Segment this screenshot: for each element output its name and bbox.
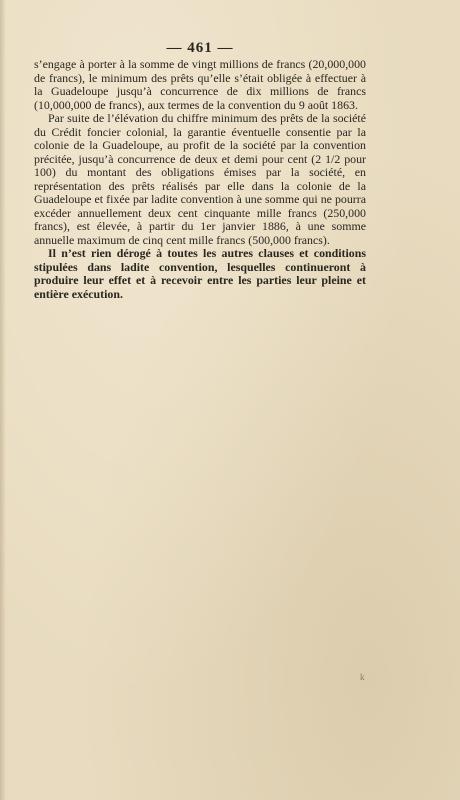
page-number: — 461 — xyxy=(166,40,234,56)
page-fold-shadow xyxy=(0,0,6,800)
paragraph-clauses: Il n’est rien dérogé à toutes les autres clauses et conditions stipulées dans ladite convention, lesquelles continueront à produire leur effet et à recevoir entre les parties leur pleine et entière exécution. xyxy=(34,246,366,301)
paragraph-garantie: Par suite de l’élévation du chiffre minimum des prêts de la société du Crédit foncier colonial, la garantie éventuelle consentie par la colonie de la Guadeloupe, au profit de la société par la convention précitée, jusqu’à concurrence de deux et demi pour cent (2 1/2 pour 100) du montant des obligations émises par la société, en représentation des prêts réalisés par elle dans la colonie de la Guadeloupe et fixée par ladite convention à une somme qui ne pourra excéder annuellement deux cent cinquante mille francs (250,000 francs), est élevée, à partir du 1er janvier 1886, à une somme annuelle maximum de cinq cent mille francs (500,000 francs). xyxy=(34,111,366,247)
paragraph-continuation: s’engage à porter à la somme de vingt millions de francs (20,000,000 de francs), le minimum des prêts qu’elle s’était obligée à effectuer à la Guadeloupe jusqu’à concurrence de dix millions de francs (10,000,000 de francs), aux termes de la convention du 9 août 1863. xyxy=(34,57,366,112)
text-block xyxy=(34,40,366,301)
margin-speck: k xyxy=(360,672,365,682)
